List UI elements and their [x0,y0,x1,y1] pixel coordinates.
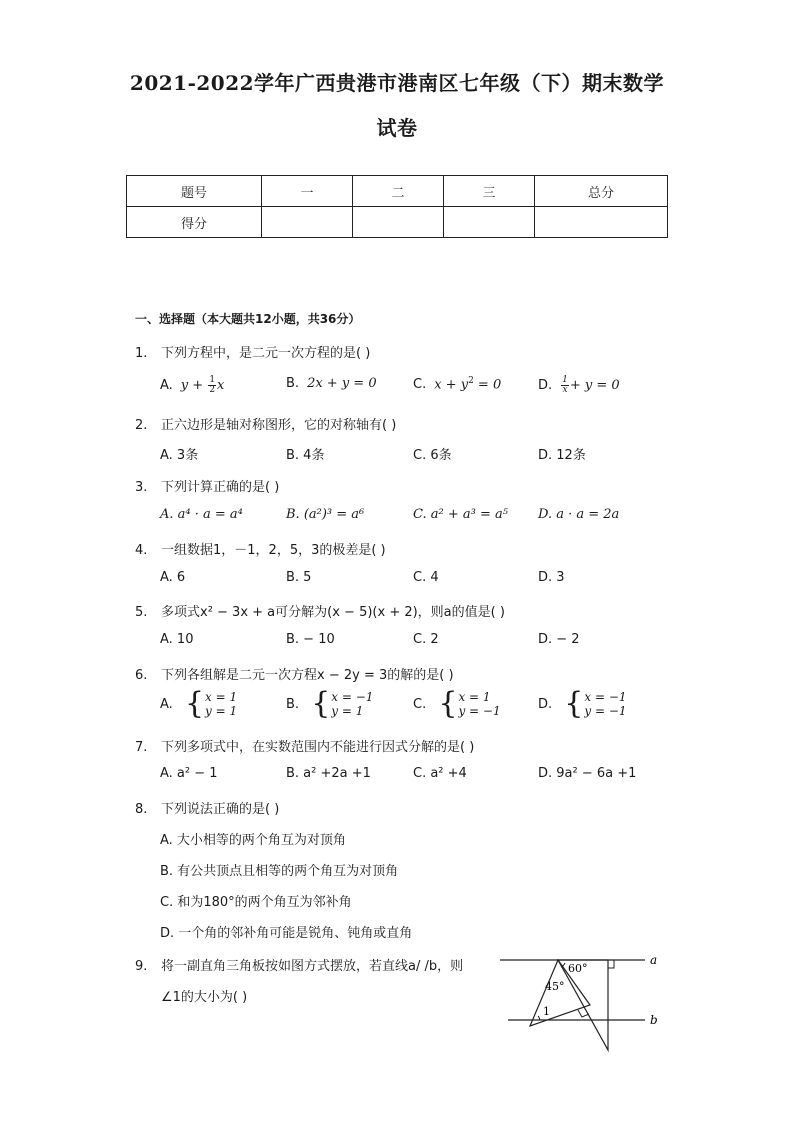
option-b: B. 有公共顶点且相等的两个角互为对顶角 [160,864,399,879]
question-stem: 正六边形是轴对称图形，它的对称轴有( ) [161,418,397,433]
exam-title-line1: 2021-2022学年广西贵港市港南区七年级（下）期末数学 [129,71,665,95]
question-number: 4. [135,543,148,558]
option-c: C. 2 [413,632,439,647]
option-a: A. 3条 [160,448,199,463]
question-stem: 下列说法正确的是( ) [161,802,280,817]
question-9 [135,955,463,974]
option-b: B. 5 [286,570,312,585]
question-9-stem-line2: ∠1的大小为( ) [161,990,248,1005]
option-a: A. y + $\frac{1}{2}$ x [160,375,225,395]
score-header-cell: 二 [353,176,444,207]
score-table-header-row [127,176,668,207]
question-number: 6. [135,668,148,683]
option-c: C. { x = 1 y = −1 [413,686,501,721]
label-line-a: a [650,953,658,967]
score-header-cell: 题号 [127,176,262,207]
question-6 [135,664,454,683]
option-a: A. a⁴ · a = a⁴ [160,507,243,522]
question-stem: 下列方程中，是二元一次方程的是( ) [161,346,371,361]
question-7 [135,736,474,755]
question-number: 3. [135,480,148,495]
option-d: D. 一个角的邻补角可能是锐角、钝角或直角 [160,926,413,941]
score-cell [444,207,535,238]
option-b: B. { x = −1 y = 1 [286,686,374,721]
question-4 [135,539,386,558]
option-c: C. a² +4 [413,766,467,781]
score-header-cell: 三 [444,176,535,207]
question-stem: 一组数据1，－1，2，5，3的极差是( ) [161,543,386,558]
question-stem-line1: 将一副直角三角板按如图方式摆放，若直线a/ /b，则 [161,959,464,974]
question-number: 2. [135,418,148,433]
option-d: D. − 2 [538,632,580,647]
question-number: 5. [135,605,148,620]
label-45: 45° [545,980,565,993]
question-stem: 多项式x² − 3x + a可分解为(x − 5)(x + 2)，则a的值是( ) [161,605,505,620]
option-d: D. $\frac{1}{x}$ + y = 0 [538,375,620,395]
question-number: 7. [135,740,148,755]
option-a: A. { x = 1 y = 1 [160,686,238,721]
score-table [126,175,668,238]
option-a: A. 10 [160,632,194,647]
question-8 [135,798,279,817]
question-3 [135,476,279,495]
option-a: A. a² − 1 [160,766,218,781]
option-a: A. 大小相等的两个角互为对顶角 [160,833,346,848]
label-angle-1: 1 [543,1005,550,1018]
score-header-cell: 总分 [535,176,668,207]
option-c: C. 4 [413,570,439,585]
option-d: D. 3 [538,570,565,585]
option-d: D. { x = −1 y = −1 [538,686,627,721]
question-5 [135,601,505,620]
option-c: C. 和为180°的两个角互为邻补角 [160,895,352,910]
option-c: C. $x + y^2 = 0$ [413,376,502,393]
option-b: B. 4条 [286,448,325,463]
score-cell [353,207,444,238]
score-header-cell: 一 [262,176,353,207]
exam-title-line2: 试卷 [376,116,418,140]
score-cell [535,207,668,238]
option-d: D. 9a² − 6a +1 [538,766,637,781]
option-b: B. 2x + y = 0 [286,376,377,391]
question-number: 1. [135,346,148,361]
triangle-ruler-figure [500,950,670,1055]
label-line-b: b [650,1013,658,1027]
question-stem: 下列各组解是二元一次方程x − 2y = 3的解的是( ) [161,668,454,683]
option-b: B. − 10 [286,632,335,647]
option-c: C. a² + a³ = a⁵ [413,507,508,522]
option-a: A. 6 [160,570,186,585]
label-60: 60° [568,962,588,975]
score-table-score-row [127,207,668,238]
option-d: D. a · a = 2a [538,507,620,522]
score-row-label: 得分 [127,207,262,238]
option-d: D. 12条 [538,448,586,463]
question-stem: 下列计算正确的是( ) [161,480,280,495]
question-2 [135,414,396,433]
question-1 [135,342,370,361]
question-number: 9. [135,959,148,974]
right-angle-mark-top [608,960,614,968]
option-c: C. 6条 [413,448,452,463]
question-stem: 下列多项式中，在实数范围内不能进行因式分解的是( ) [161,740,475,755]
score-cell [262,207,353,238]
option-b: B. a² +2a +1 [286,766,371,781]
option-b: B. (a²)³ = a⁶ [286,507,365,522]
section-heading: 一、选择题（本大题共12小题，共36分） [135,312,361,326]
question-number: 8. [135,802,148,817]
